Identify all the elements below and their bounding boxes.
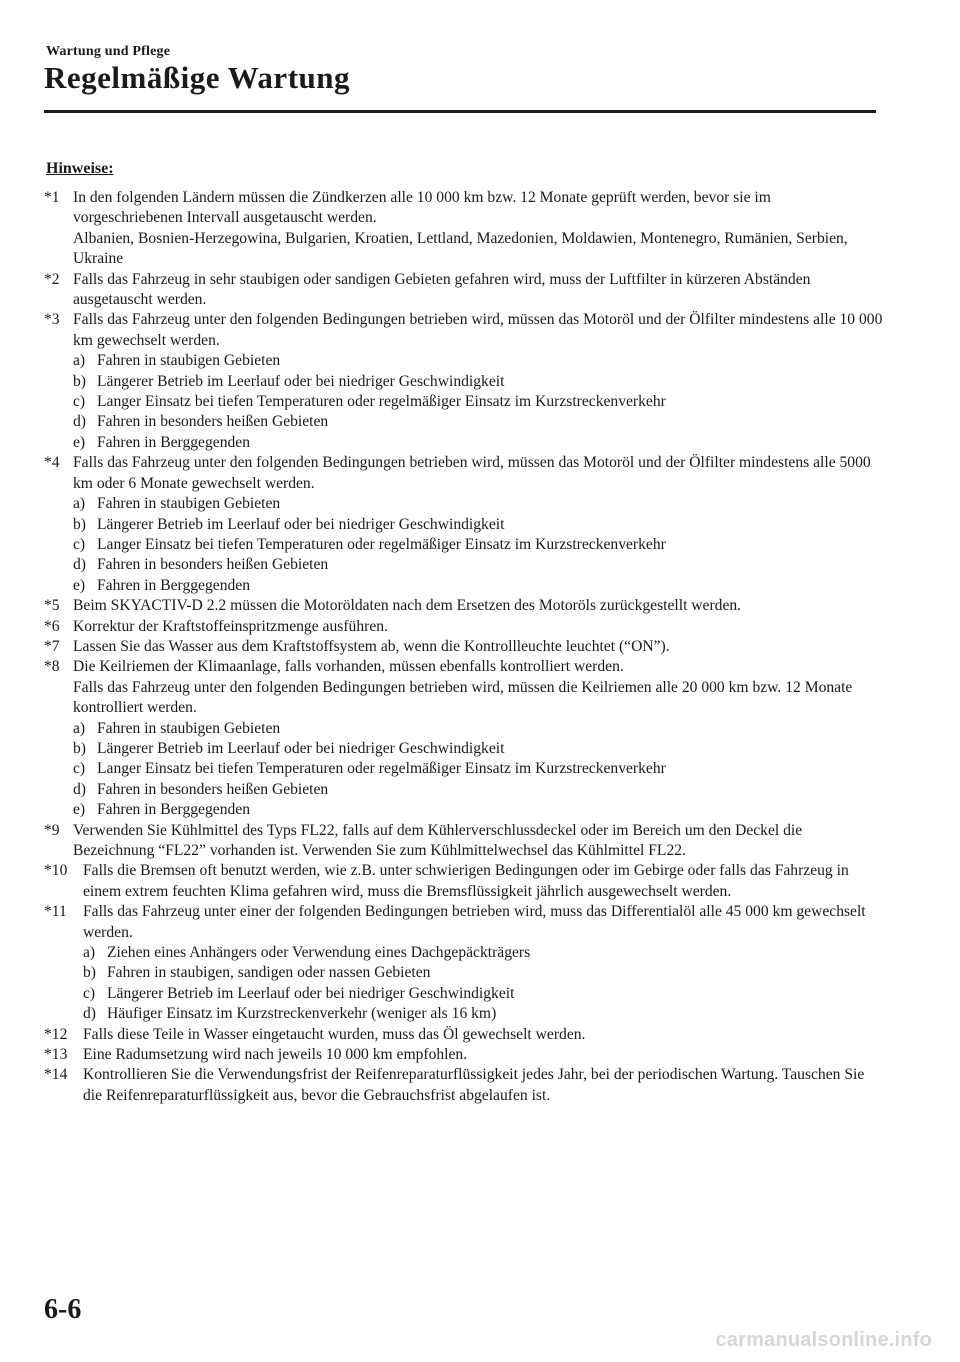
condition-text: Langer Einsatz bei tiefen Temperaturen oder regelmäßiger Einsatz im Kurzstreckenverkehr (97, 393, 666, 411)
condition-marker: c) (83, 984, 96, 1002)
condition-item (73, 351, 884, 371)
condition-item (83, 943, 884, 963)
note-text: Verwenden Sie Kühlmittel des Typs FL22, falls auf dem Kühlerverschlussdeckel oder im Bereich um den Deckel die Bezeichnung “FL22” vorhanden ist. Verwenden Sie zum Kühlmittelwechsel das Kühlmittel FL22. (73, 821, 803, 859)
note-text: Eine Radumsetzung wird nach jeweils 10 000 km empfohlen. (83, 1046, 468, 1064)
watermark: carmanualsonline.info (715, 1329, 932, 1351)
condition-text: Fahren in staubigen, sandigen oder nassen Gebieten (107, 964, 431, 982)
note-number: *8 (44, 658, 60, 676)
note-number: *14 (44, 1066, 68, 1084)
note-text: Falls das Fahrzeug unter den folgenden Bedingungen betrieben wird, müssen das Motoröl und der Ölfilter mindestens alle 5000 km oder 6 Monate gewechselt werden. (73, 454, 871, 492)
condition-item (83, 963, 884, 983)
note-3 (44, 310, 884, 453)
condition-item (73, 372, 884, 392)
condition-marker: c) (73, 393, 86, 411)
note-number: *2 (44, 270, 60, 288)
condition-item (73, 719, 884, 739)
note-text: Lassen Sie das Wasser aus dem Kraftstoffsystem ab, wenn die Kontrollleuchte leuchtet (“ON”). (73, 637, 670, 655)
condition-text: Längerer Betrieb im Leerlauf oder bei niedriger Geschwindigkeit (97, 372, 505, 390)
condition-marker: b) (73, 372, 86, 390)
condition-text: Langer Einsatz bei tiefen Temperaturen oder regelmäßiger Einsatz im Kurzstreckenverkehr (97, 535, 666, 553)
title-rule (44, 110, 876, 113)
note-2 (44, 270, 884, 311)
note-text: Beim SKYACTIV-D 2.2 müssen die Motoröldaten nach dem Ersetzen des Motoröls zurückgestellt werden. (73, 597, 742, 615)
note-number: *6 (44, 617, 60, 635)
condition-text: Ziehen eines Anhängers oder Verwendung eines Dachgepäckträgers (107, 944, 531, 962)
condition-marker: a) (73, 352, 86, 370)
note-number: *12 (44, 1025, 68, 1043)
condition-marker: d) (73, 780, 86, 798)
section-label: Wartung und Pflege (46, 44, 171, 59)
condition-marker: b) (83, 964, 96, 982)
condition-item (73, 535, 884, 555)
note-11 (44, 902, 884, 1024)
condition-item (73, 515, 884, 535)
page-title: Regelmäßige Wartung (44, 60, 350, 95)
condition-item (73, 739, 884, 759)
note-number: *9 (44, 821, 60, 839)
condition-item (73, 800, 884, 820)
note-number: *13 (44, 1046, 68, 1064)
note-6 (44, 617, 884, 637)
note-number: *5 (44, 597, 60, 615)
condition-list (73, 351, 884, 453)
note-number: *1 (44, 189, 60, 206)
note-number: *10 (44, 862, 68, 880)
condition-item (73, 759, 884, 779)
condition-marker: d) (73, 413, 86, 431)
condition-text: Fahren in Berggegenden (97, 576, 251, 594)
condition-item (73, 780, 884, 800)
note-number: *11 (44, 903, 67, 921)
condition-marker: d) (73, 556, 86, 574)
condition-text: Fahren in staubigen Gebieten (97, 719, 281, 737)
condition-text: Fahren in staubigen Gebieten (97, 352, 281, 370)
condition-marker: e) (73, 801, 86, 819)
condition-marker: c) (73, 535, 86, 553)
condition-text: Längerer Betrieb im Leerlauf oder bei niedriger Geschwindigkeit (107, 984, 515, 1002)
note-5 (44, 596, 884, 616)
note-12 (44, 1025, 884, 1045)
condition-marker: b) (73, 739, 86, 757)
condition-marker: e) (73, 433, 86, 451)
page-number: 6-6 (44, 1294, 82, 1325)
condition-text: Längerer Betrieb im Leerlauf oder bei niedriger Geschwindigkeit (97, 515, 505, 533)
note-text: Falls diese Teile in Wasser eingetaucht wurden, muss das Öl gewechselt werden. (83, 1025, 586, 1043)
condition-marker: a) (73, 495, 86, 513)
note-text: Albanien, Bosnien-Herzegowina, Bulgarien, Kroatien, Lettland, Mazedonien, Moldawien, Montenegro, Rumänien, Serbien, Ukraine (73, 229, 848, 268)
condition-text: Häufiger Einsatz im Kurzstreckenverkehr (weniger als 16 km) (107, 1005, 497, 1023)
note-9 (44, 821, 884, 862)
note-8 (44, 657, 884, 820)
condition-item (73, 555, 884, 575)
condition-marker: a) (73, 719, 86, 737)
note-1 (44, 188, 884, 270)
condition-item (73, 576, 884, 596)
condition-item (73, 392, 884, 412)
note-text: Korrektur der Kraftstoffeinspritzmenge ausführen. (73, 617, 388, 635)
notes-list (44, 188, 884, 1106)
condition-marker: a) (83, 944, 96, 962)
condition-marker: d) (83, 1005, 96, 1023)
note-text: Falls das Fahrzeug unter den folgenden Bedingungen betrieben wird, müssen die Keilriemen alle 20 000 km bzw. 12 Monate kontrolliert werden. (73, 678, 853, 717)
condition-item (83, 1004, 884, 1024)
note-13 (44, 1045, 884, 1065)
condition-text: Fahren in Berggegenden (97, 801, 251, 819)
condition-list (83, 943, 884, 1025)
condition-text: Fahren in Berggegenden (97, 433, 251, 451)
note-text: Die Keilriemen der Klimaanlage, falls vorhanden, müssen ebenfalls kontrolliert werden. (73, 658, 624, 676)
note-4 (44, 453, 884, 596)
condition-text: Fahren in staubigen Gebieten (97, 495, 281, 513)
condition-marker: e) (73, 576, 86, 594)
note-text: Falls das Fahrzeug in sehr staubigen oder sandigen Gebieten gefahren wird, muss der Luftfilter in kürzeren Abständen ausgetauscht werden. (73, 270, 811, 309)
note-7 (44, 637, 884, 657)
condition-text: Fahren in besonders heißen Gebieten (97, 413, 329, 431)
condition-text: Fahren in besonders heißen Gebieten (97, 780, 329, 798)
note-text: Falls das Fahrzeug unter einer der folgenden Bedingungen betrieben wird, muss das Differentialöl alle 45 000 km gewechselt werden. (83, 903, 866, 941)
note-text: Falls das Fahrzeug unter den folgenden Bedingungen betrieben wird, müssen das Motoröl und der Ölfilter mindestens alle 10 000 km gewechselt werden. (73, 311, 883, 349)
note-text: In den folgenden Ländern müssen die Zündkerzen alle 10 000 km bzw. 12 Monate geprüft werden, bevor sie im vorgeschriebenen Intervall ausgetauscht werden. (73, 189, 771, 227)
note-number: *7 (44, 637, 60, 655)
condition-marker: b) (73, 515, 86, 533)
note-number: *3 (44, 311, 60, 329)
condition-item (83, 984, 884, 1004)
note-text: Kontrollieren Sie die Verwendungsfrist der Reifenreparaturflüssigkeit jedes Jahr, bei der periodischen Wartung. Tauschen Sie die Reifenreparaturflüssigkeit aus, bevor die Gebrauchsfrist abgelaufen ist. (83, 1066, 865, 1104)
notes-heading: Hinweise: (46, 160, 114, 177)
condition-text: Langer Einsatz bei tiefen Temperaturen oder regelmäßiger Einsatz im Kurzstreckenverkehr (97, 760, 666, 778)
condition-item (73, 433, 884, 453)
note-14 (44, 1065, 884, 1106)
condition-text: Längerer Betrieb im Leerlauf oder bei niedriger Geschwindigkeit (97, 739, 505, 757)
condition-text: Fahren in besonders heißen Gebieten (97, 556, 329, 574)
condition-item (73, 412, 884, 432)
condition-list (73, 719, 884, 821)
condition-item (73, 494, 884, 514)
note-number: *4 (44, 454, 60, 472)
condition-list (73, 494, 884, 596)
condition-marker: c) (73, 760, 86, 778)
note-text: Falls die Bremsen oft benutzt werden, wie z.B. unter schwierigen Bedingungen oder im Gebirge oder falls das Fahrzeug in einem extrem feuchten Klima gefahren wird, muss die Bremsflüssigkeit jährlich ausgewechselt werden. (83, 862, 849, 900)
note-10 (44, 861, 884, 902)
